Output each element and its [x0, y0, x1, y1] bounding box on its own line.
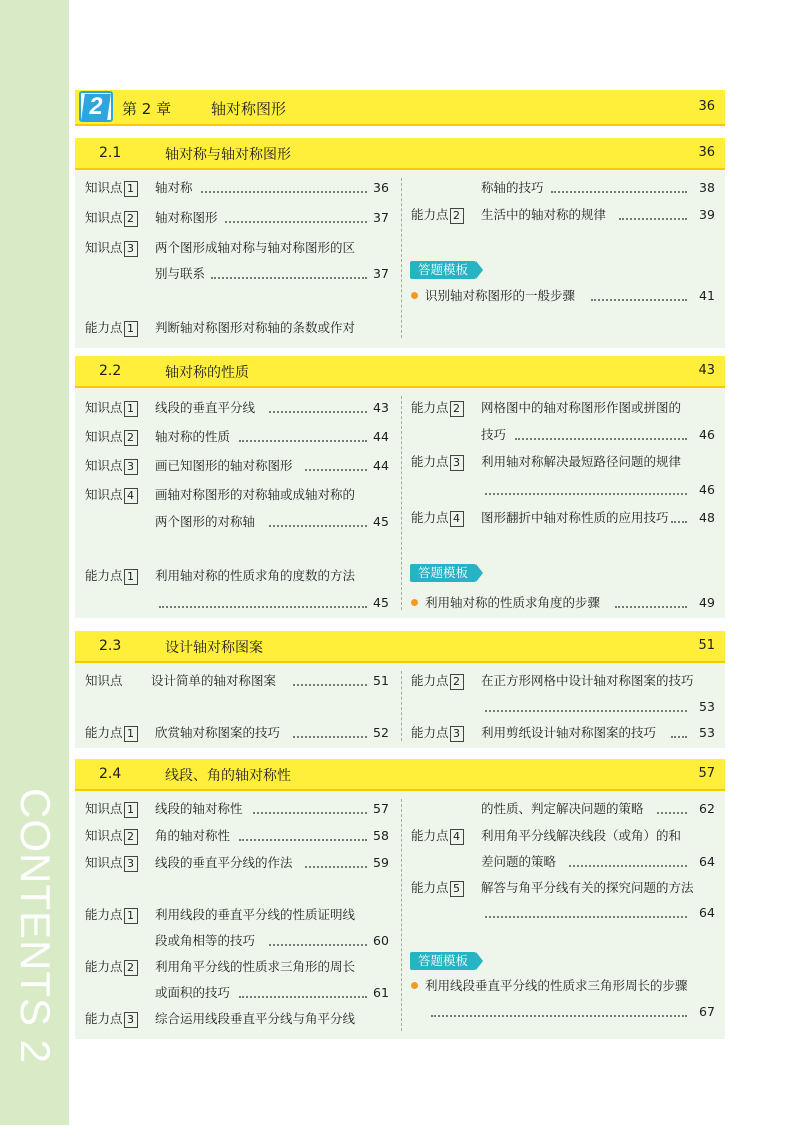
side-strip	[0, 0, 69, 1125]
entry-label: 能力点	[411, 673, 449, 688]
entry-page: 46	[699, 482, 715, 497]
entry-label: 能力点	[85, 959, 123, 974]
section-body-2-2	[75, 388, 725, 618]
leader-dots	[225, 221, 367, 223]
entry-number-box: 2	[124, 211, 138, 227]
entry-number-box: 3	[450, 455, 464, 471]
entry-title-cont: 差问题的策略	[481, 854, 557, 869]
entry-page: 43	[373, 400, 389, 415]
entry-label: 知识点	[85, 487, 123, 502]
contents-side-label: CONTENTS 2	[12, 787, 59, 1065]
leader-dots	[619, 218, 687, 220]
toc-entry[interactable]	[85, 801, 138, 818]
leader-dots	[671, 736, 687, 738]
leader-dots	[159, 606, 367, 608]
entry-label: 知识点	[85, 180, 123, 195]
section-page: 57	[698, 766, 715, 781]
leader-dots	[293, 684, 367, 686]
bullet-icon	[411, 982, 418, 989]
entry-number-box: 1	[124, 401, 138, 417]
entry-label: 知识点	[85, 429, 123, 444]
toc-entry[interactable]	[85, 855, 138, 872]
leader-dots	[485, 916, 687, 918]
toc-entry[interactable]	[411, 454, 464, 471]
entry-number-box: 2	[450, 208, 464, 224]
toc-entry[interactable]	[85, 828, 138, 845]
entry-title-cont: 段或角相等的技巧	[155, 933, 256, 948]
leader-dots	[305, 469, 367, 471]
section-number: 2.2	[99, 363, 122, 379]
leader-dots	[253, 812, 367, 814]
bullet-icon	[411, 599, 418, 606]
entry-title: 综合运用线段垂直平分线与角平分线	[155, 1011, 356, 1026]
entry-page: 37	[373, 210, 389, 225]
section-header-2-1	[75, 138, 725, 170]
entry-title: 利用角平分线的性质求三角形的周长	[155, 959, 356, 974]
entry-label: 知识点	[85, 855, 123, 870]
toc-entry[interactable]	[85, 959, 138, 976]
template-entry[interactable]: 识别轴对称图形的一般步骤	[425, 288, 576, 303]
entry-label: 能力点	[411, 828, 449, 843]
chapter-page: 36	[698, 99, 715, 114]
entry-number-box: 1	[124, 181, 138, 197]
entry-number-box: 4	[450, 511, 464, 527]
toc-entry[interactable]	[85, 210, 138, 227]
section-title: 线段、角的轴对称性	[165, 768, 291, 784]
entry-page: 52	[373, 725, 389, 740]
entry-label: 能力点	[411, 725, 449, 740]
entry-number-box: 4	[450, 829, 464, 845]
toc-entry[interactable]	[85, 725, 138, 742]
leader-dots	[239, 839, 367, 841]
entry-page: 51	[373, 673, 389, 688]
entry-label: 能力点	[411, 207, 449, 222]
entry-page: 60	[373, 933, 389, 948]
section-number: 2.1	[99, 145, 122, 161]
entry-page: 64	[699, 854, 715, 869]
entry-page: 45	[373, 595, 389, 610]
entry-title: 角的轴对称性	[155, 828, 231, 843]
section-body-2-3	[75, 663, 725, 748]
entry-number-box: 2	[450, 674, 464, 690]
leader-dots	[657, 812, 687, 814]
entry-number-box: 3	[124, 856, 138, 872]
leader-dots	[671, 521, 687, 523]
entry-title: 利用剪纸设计轴对称图案的技巧	[481, 725, 657, 740]
toc-entry[interactable]	[411, 828, 464, 845]
entry-title: 线段的轴对称性	[155, 801, 243, 816]
section-body-2-1	[75, 170, 725, 348]
toc-entry[interactable]	[411, 207, 464, 224]
leader-dots	[569, 865, 687, 867]
leader-dots	[551, 191, 687, 193]
entry-page: 59	[373, 855, 389, 870]
entry-title: 画轴对称图形的对称轴或成轴对称的	[155, 487, 356, 502]
entry-page: 36	[373, 180, 389, 195]
entry-label: 知识点	[85, 828, 123, 843]
entry-title-cont: 技巧	[481, 427, 507, 442]
entry-number-box: 2	[124, 829, 138, 845]
entry-page: 58	[373, 828, 389, 843]
toc-entry[interactable]	[85, 458, 138, 475]
entry-number-box: 1	[124, 726, 138, 742]
toc-entry[interactable]	[85, 320, 138, 337]
entry-number-box: 1	[124, 569, 138, 585]
entry-title-cont: 或面积的技巧	[155, 985, 231, 1000]
entry-label: 知识点	[85, 210, 123, 225]
section-page: 51	[698, 638, 715, 653]
leader-dots	[615, 606, 687, 608]
entry-label: 知识点	[85, 673, 123, 688]
entry-page: 44	[373, 429, 389, 444]
answer-template-badge: 答题模板	[410, 261, 476, 279]
entry-title: 两个图形成轴对称与轴对称图形的区	[155, 240, 356, 255]
entry-title: 生活中的轴对称的规律	[481, 207, 607, 222]
entry-label: 知识点	[85, 801, 123, 816]
toc-entry[interactable]	[85, 180, 138, 197]
column-divider	[401, 396, 402, 610]
answer-template-badge: 答题模板	[410, 564, 476, 582]
entry-page: 57	[373, 801, 389, 816]
column-divider	[401, 799, 402, 1031]
bullet-icon	[411, 292, 418, 299]
toc-entry[interactable]	[85, 673, 123, 689]
toc-entry[interactable]	[411, 725, 464, 742]
entry-page: 53	[699, 725, 715, 740]
entry-page: 61	[373, 985, 389, 1000]
entry-page: 48	[699, 510, 715, 525]
column-divider	[401, 671, 402, 741]
entry-number-box: 3	[124, 241, 138, 257]
entry-label: 能力点	[411, 880, 449, 895]
entry-number-box: 1	[124, 321, 138, 337]
entry-number-box: 4	[124, 488, 138, 504]
entry-title-cont[interactable]: 称轴的技巧	[481, 180, 544, 195]
section-title: 设计轴对称图案	[165, 640, 263, 656]
entry-page: 64	[699, 905, 715, 920]
toc-entry[interactable]	[85, 487, 138, 504]
leader-dots	[211, 277, 367, 279]
entry-label: 能力点	[85, 1011, 123, 1026]
section-title: 轴对称的性质	[165, 365, 249, 381]
entry-number-box: 3	[450, 726, 464, 742]
entry-title-cont[interactable]: 的性质、判定解决问题的策略	[481, 801, 644, 816]
entry-label: 能力点	[85, 320, 123, 335]
entry-number-box: 3	[124, 1012, 138, 1028]
template-entry[interactable]: 利用线段垂直平分线的性质求三角形周长的步骤	[425, 978, 688, 993]
leader-dots	[269, 525, 367, 527]
entry-title: 利用轴对称的性质求角的度数的方法	[155, 568, 356, 583]
entry-title: 解答与角平分线有关的探究问题的方法	[481, 880, 694, 895]
template-entry[interactable]: 利用轴对称的性质求角度的步骤	[425, 595, 601, 610]
entry-title: 欣赏轴对称图案的技巧	[155, 725, 281, 740]
entry-title: 轴对称的性质	[155, 429, 231, 444]
entry-number-box: 2	[124, 430, 138, 446]
entry-page: 46	[699, 427, 715, 442]
entry-page: 53	[699, 699, 715, 714]
leader-dots	[591, 299, 687, 301]
entry-title: 线段的垂直平分线	[155, 400, 256, 415]
column-divider	[401, 178, 402, 338]
entry-page: 45	[373, 514, 389, 529]
leader-dots	[269, 944, 367, 946]
leader-dots	[201, 191, 367, 193]
entry-title-cont: 两个图形的对称轴	[155, 514, 256, 529]
entry-page: 62	[699, 801, 715, 816]
entry-label: 知识点	[85, 240, 123, 255]
entry-title: 设计简单的轴对称图案	[151, 673, 277, 688]
entry-number-box: 3	[124, 459, 138, 475]
chapter-label: 第 2 章	[122, 100, 172, 118]
entry-page: 44	[373, 458, 389, 473]
chapter-number: 2	[81, 94, 111, 120]
entry-label: 知识点	[85, 458, 123, 473]
entry-label: 能力点	[85, 725, 123, 740]
entry-title: 画已知图形的轴对称图形	[155, 458, 293, 473]
entry-title: 线段的垂直平分线的作法	[155, 855, 293, 870]
toc-entry[interactable]	[85, 907, 138, 924]
entry-label: 能力点	[411, 510, 449, 525]
leader-dots	[269, 411, 367, 413]
chapter-number-badge	[79, 91, 113, 122]
entry-number-box: 2	[450, 401, 464, 417]
toc-entry[interactable]	[85, 400, 138, 417]
chapter-title: 轴对称图形	[211, 100, 287, 118]
leader-dots	[485, 493, 687, 495]
leader-dots	[239, 440, 367, 442]
entry-label: 能力点	[85, 568, 123, 583]
section-number: 2.4	[99, 766, 122, 782]
entry-label: 知识点	[85, 400, 123, 415]
toc-entry[interactable]	[85, 240, 138, 257]
leader-dots	[293, 736, 367, 738]
entry-title: 网格图中的轴对称图形作图或拼图的	[481, 400, 682, 415]
answer-template-badge: 答题模板	[410, 952, 476, 970]
entry-title: 在正方形网格中设计轴对称图案的技巧	[481, 673, 694, 688]
entry-page: 37	[373, 266, 389, 281]
entry-page: 67	[699, 1004, 715, 1019]
entry-number-box: 2	[124, 960, 138, 976]
chapter-header	[75, 90, 725, 126]
entry-title: 利用线段的垂直平分线的性质证明线	[155, 907, 356, 922]
toc-entry[interactable]	[85, 1011, 138, 1028]
section-page: 36	[698, 145, 715, 160]
section-header-2-4	[75, 759, 725, 791]
entry-title: 利用轴对称解决最短路径问题的规律	[481, 454, 682, 469]
leader-dots	[305, 866, 367, 868]
section-header-2-3	[75, 631, 725, 663]
entry-title: 利用角平分线解决线段（或角）的和	[481, 828, 682, 843]
entry-title: 轴对称图形	[155, 210, 218, 225]
entry-title: 判断轴对称图形对称轴的条数或作对	[155, 320, 356, 335]
entry-page: 39	[699, 207, 715, 222]
entry-label: 能力点	[411, 454, 449, 469]
entry-number-box: 5	[450, 881, 464, 897]
entry-page: 49	[699, 595, 715, 610]
toc-entry[interactable]	[411, 400, 464, 417]
entry-page: 38	[699, 180, 715, 195]
leader-dots	[515, 438, 687, 440]
toc-entry[interactable]	[411, 673, 464, 690]
toc-entry[interactable]	[411, 880, 464, 897]
leader-dots	[431, 1015, 687, 1017]
entry-title: 图形翻折中轴对称性质的应用技巧	[481, 510, 669, 525]
toc-entry[interactable]	[85, 429, 138, 446]
toc-entry[interactable]	[411, 510, 464, 527]
section-page: 43	[698, 363, 715, 378]
entry-number-box: 1	[124, 802, 138, 818]
toc-entry[interactable]	[85, 568, 138, 585]
leader-dots	[485, 710, 687, 712]
leader-dots	[239, 996, 367, 998]
entry-title: 轴对称	[155, 180, 193, 195]
section-header-2-2	[75, 356, 725, 388]
entry-title-cont: 别与联系	[155, 266, 206, 281]
entry-label: 能力点	[411, 400, 449, 415]
entry-page: 41	[699, 288, 715, 303]
section-title: 轴对称与轴对称图形	[165, 147, 291, 163]
section-body-2-4	[75, 791, 725, 1039]
section-number: 2.3	[99, 638, 122, 654]
entry-number-box: 1	[124, 908, 138, 924]
entry-label: 能力点	[85, 907, 123, 922]
